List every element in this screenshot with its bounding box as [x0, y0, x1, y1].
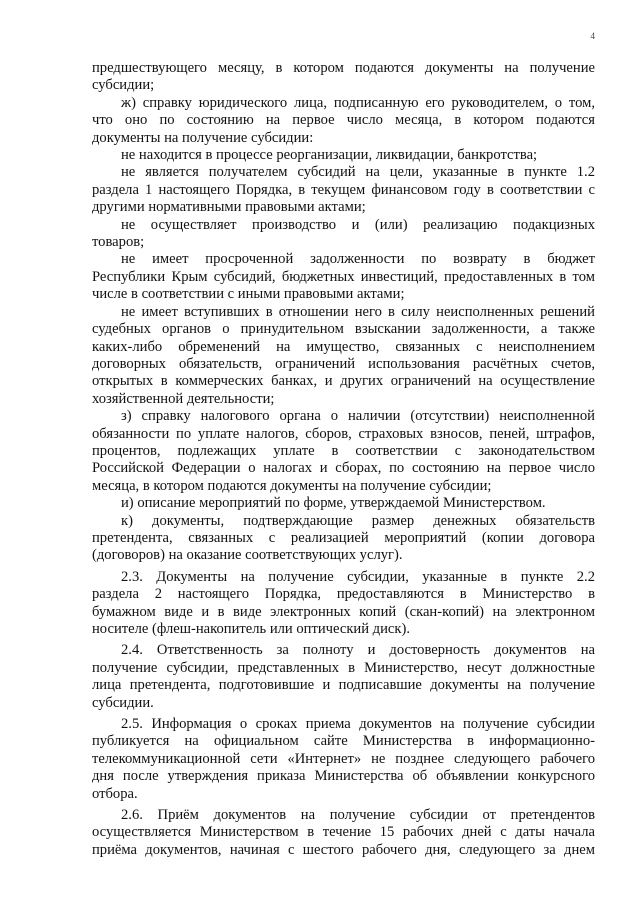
- document-body: [92, 60, 595, 859]
- text-line: другими нормативными правовыми актами;: [92, 199, 366, 216]
- text-line: субсидии.: [92, 694, 154, 711]
- paragraph: [92, 642, 595, 712]
- text-line: 2.6. Приём документов на получение субсидии от претендентов: [121, 807, 595, 824]
- text-line: не имеет просроченной задолженности по возврату в бюджет: [121, 251, 595, 268]
- text-line: хозяйственной деятельности;: [92, 390, 275, 407]
- text-line: товаров;: [92, 234, 145, 251]
- paragraph: [92, 60, 595, 95]
- text-line: раздела 2 настоящего Порядка, предоставляются в Министерство в: [92, 586, 595, 603]
- text-line: обязанности по уплате налогов, сборов, страховых взносов, пеней, штрафов,: [92, 425, 595, 442]
- text-line: не имеет вступивших в отношении него в силу неисполненных решений: [121, 303, 595, 320]
- text-line: не осуществляет производство и (или) реализацию подакцизных: [121, 216, 595, 233]
- text-line: субсидии;: [92, 77, 155, 94]
- text-line: (договоров) на оказание соответствующих услуг).: [92, 547, 403, 564]
- text-line: документы на получение субсидии:: [92, 129, 314, 146]
- text-line: месяца, в котором подаются документы на получение субсидии;: [92, 477, 492, 494]
- paragraph: [92, 807, 595, 859]
- text-line: числе в соответствии с иными правовыми актами;: [92, 286, 405, 303]
- text-line: 2.5. Информация о сроках приема документов на получение субсидии: [121, 716, 595, 733]
- text-line: не является получателем субсидий на цели, указанные в пункте 1.2: [121, 164, 595, 181]
- text-line: раздела 1 настоящего Порядка, в текущем финансовом году в соответствии с: [92, 181, 595, 198]
- text-line: открытых в коммерческих банках, и других ограничений на осуществление: [92, 373, 595, 390]
- text-line: отбора.: [92, 785, 138, 802]
- text-line: осуществляется Министерством в течение 15 рабочих дней с даты начала: [92, 824, 595, 841]
- text-line: публикуется на официальном сайте Министерства в информационно-: [92, 733, 595, 750]
- paragraph: [92, 408, 595, 495]
- text-line: договорных обязательств, ограничений использования расчётных счетов,: [92, 355, 595, 372]
- paragraph: [92, 164, 595, 216]
- text-line: ж) справку юридического лица, подписанную его руководителем, о том,: [121, 94, 595, 111]
- paragraph: [92, 716, 595, 803]
- text-line: 2.3. Документы на получение субсидии, указанные в пункте 2.2: [121, 568, 595, 585]
- paragraph: [92, 495, 595, 512]
- text-line: судебных органов о принудительном взыскании задолженности, а также: [92, 321, 595, 338]
- text-line: носителе (флеш-накопитель или оптический диск).: [92, 621, 410, 637]
- text-line: предшествующего месяцу, в котором подаются документы на получение: [92, 60, 595, 76]
- text-line: 2.4. Ответственность за полноту и достоверность документов на: [121, 642, 595, 659]
- text-line: претендента, связанных с реализацией мероприятий (копии договора: [92, 529, 595, 546]
- text-line: лица претендента, подготовившие и подписавшие документы на получение: [92, 677, 595, 694]
- page-number: 4: [590, 31, 595, 41]
- paragraph: [92, 95, 595, 147]
- paragraph: [92, 147, 595, 164]
- paragraph: [92, 217, 595, 252]
- text-line: не находится в процессе реорганизации, ликвидации, банкротства;: [121, 147, 538, 164]
- text-line: бумажном виде и в виде электронных копий (скан-копий) на электронном: [92, 603, 595, 620]
- text-line: к) документы, подтверждающие размер денежных обязательств: [121, 512, 595, 529]
- paragraph: [92, 513, 595, 565]
- text-line: процентов, подлежащих уплате в соответствии с законодательством: [92, 442, 595, 459]
- text-line: приёма документов, начиная с шестого рабочего дня, следующего за днем: [92, 841, 595, 858]
- text-line: телекоммуникационной сети «Интернет» не позднее следующего рабочего: [92, 750, 595, 767]
- text-line: каких-либо обременений на имущество, связанных с неисполнением: [92, 338, 595, 355]
- text-line: Российской Федерации о налогах и сборах, по состоянию на первое число: [92, 460, 595, 477]
- text-line: что оно по состоянию на первое число месяца, в котором подаются: [92, 112, 595, 129]
- paragraph: [92, 251, 595, 303]
- text-line: получение субсидии, представленных в Министерство, несут должностные: [92, 659, 595, 676]
- text-line: з) справку налогового органа о наличии (отсутствии) неисполненной: [121, 408, 595, 425]
- text-line: и) описание мероприятий по форме, утверждаемой Министерством.: [121, 495, 546, 512]
- paragraph: [92, 304, 595, 408]
- text-line: дня после утверждения приказа Министерства об объявлении конкурсного: [92, 768, 595, 785]
- paragraph: [92, 569, 595, 639]
- text-line: Республики Крым субсидий, бюджетных инвестиций, предоставленных в том: [92, 268, 595, 285]
